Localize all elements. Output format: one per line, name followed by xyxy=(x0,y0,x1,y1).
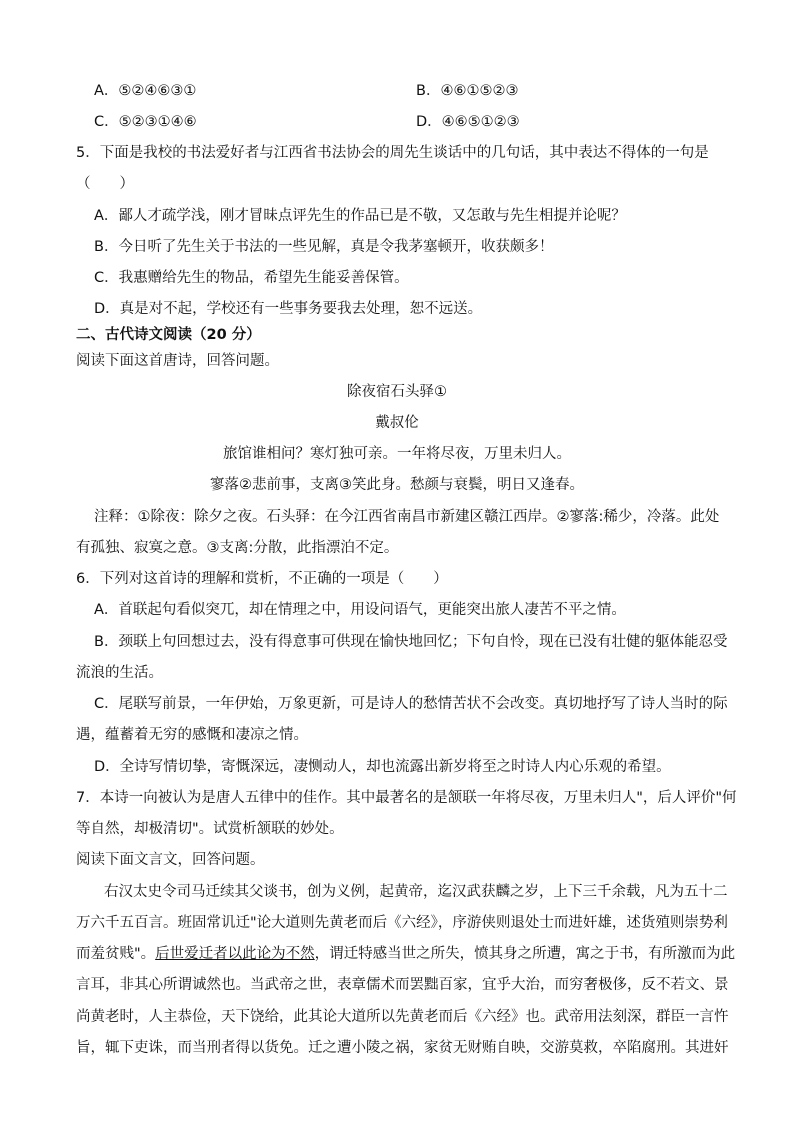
poem-line-2: 寥落②悲前事，支离③笑此身。愁颜与衰鬓，明日又逢春。 xyxy=(210,477,584,493)
q6-option-b-line-1: B．颈联上句回想过去，没有得意事可供现在愉快地回忆；下句自怜，现在已没有壮健的躯体能忍受 xyxy=(94,634,728,650)
q4-option-b: B．④⑥①⑤②③ xyxy=(416,83,519,99)
classical-paragraph-line-3 xyxy=(76,944,735,964)
poem-author: 戴叔伦 xyxy=(375,415,419,431)
section-heading: 二、古代诗文阅读（20 分） xyxy=(76,327,261,343)
q5-answer-blank: （ ） xyxy=(76,176,134,192)
q4-option-d: D．④⑥⑤①②③ xyxy=(416,114,520,130)
q5-option-b: B．今日听了先生关于书法的一些见解，真是令我茅塞顿开，收获颇多！ xyxy=(94,239,554,255)
poem-title: 除夜宿石头驿① xyxy=(347,384,447,400)
classical-paragraph-line-6: 旨，辄下吏诛，而当刑者得以货免。迁之遭小陵之祸，家贫无财贿自映，交游莫救，卒陷腐刑。其进奸 xyxy=(76,1040,729,1056)
classical-paragraph-line-2: 万六千五百言。班固常讥迁"论大道则先黄老而后《六经》，序游侠则退处士而进奸雄，述货殖则崇势利 xyxy=(76,915,728,931)
classical-paragraph-line-4: 言耳，非其心所谓诚然也。当武帝之世，表章儒术而罢黜百家，宜乎大治，而穷奢极侈，反不若文、景 xyxy=(76,977,729,993)
q7-line-2: 等自然，却极清切"。试赏析颔联的妙处。 xyxy=(76,821,344,837)
underlined-sentence: 后世爱迁者以此论为不然 xyxy=(155,946,315,962)
classical-intro: 阅读下面文言文，回答问题。 xyxy=(76,852,265,868)
classical-text-segment: ，谓迁特感当世之所失，愤其身之所遭，寓之于书，有所激而为此 xyxy=(314,946,736,962)
q6-stem: 6．下列对这首诗的理解和赏析，不正确的一项是（ ） xyxy=(76,571,448,587)
poem-note-line-2: 有孤独、寂寞之意。③支离:分散，此指漂泊不定。 xyxy=(76,540,399,556)
q6-option-c-line-1: C．尾联写前景，一年伊始，万象更新，可是诗人的愁情苦状不会改变。真切地抒写了诗人当时的际 xyxy=(94,696,728,712)
q5-stem: 5．下面是我校的书法爱好者与江西省书法协会的周先生谈话中的几句话，其中表达不得体的一句是 xyxy=(76,145,709,161)
q6-option-a: A．首联起句看似突兀，却在情理之中，用设问语气，更能突出旅人凄苦不平之情。 xyxy=(94,602,626,618)
poem-note-line-1: 注释：①除夜：除夕之夜。石头驿：在今江西省南昌市新建区赣江西岸。②寥落:稀少，冷落。此处 xyxy=(94,509,720,525)
q6-option-d: D．全诗写情切挚，寄慨深远，凄恻动人，却也流露出新岁将至之时诗人内心乐观的希望。 xyxy=(94,759,671,775)
q5-option-d: D．真是对不起，学校还有一些事务要我去处理，恕不远送。 xyxy=(94,301,483,317)
q4-option-a: A．⑤②④⑥③① xyxy=(94,83,197,99)
classical-paragraph-line-5: 尚黄老时，人主恭俭，天下饶给，此其论大道所以先黄老而后《六经》也。武帝用法刻深，群臣一言忤 xyxy=(76,1009,729,1025)
q6-option-c-line-2: 遇，蕴蓄着无穷的感慨和凄凉之情。 xyxy=(76,727,308,743)
q5-option-c: C．我惠赠给先生的物品，希望先生能妥善保管。 xyxy=(94,270,409,286)
classical-text-segment: 而羞贫贱"。 xyxy=(76,946,156,962)
q4-option-c: C．⑤②③①④⑥ xyxy=(94,114,197,130)
poem-line-1: 旅馆谁相问？寒灯独可亲。一年将尽夜，万里未归人。 xyxy=(223,446,571,462)
q7-line-1: 7．本诗一向被认为是唐人五律中的佳作。其中最著名的是颔联一年将尽夜，万里未归人"，后人评价"何 xyxy=(76,790,737,806)
section-intro: 阅读下面这首唐诗，回答问题。 xyxy=(76,353,279,369)
q5-option-a: A．鄙人才疏学浅，刚才冒昧点评先生的作品已是不敬，又怎敢与先生相提并论呢？ xyxy=(94,208,626,224)
classical-paragraph-line-1: 右汉太史令司马迁续其父谈书，创为义例，起黄帝，迄汉武获麟之岁，上下三千余载，凡为五十二 xyxy=(104,884,728,900)
q6-option-b-line-2: 流浪的生活。 xyxy=(76,665,163,681)
